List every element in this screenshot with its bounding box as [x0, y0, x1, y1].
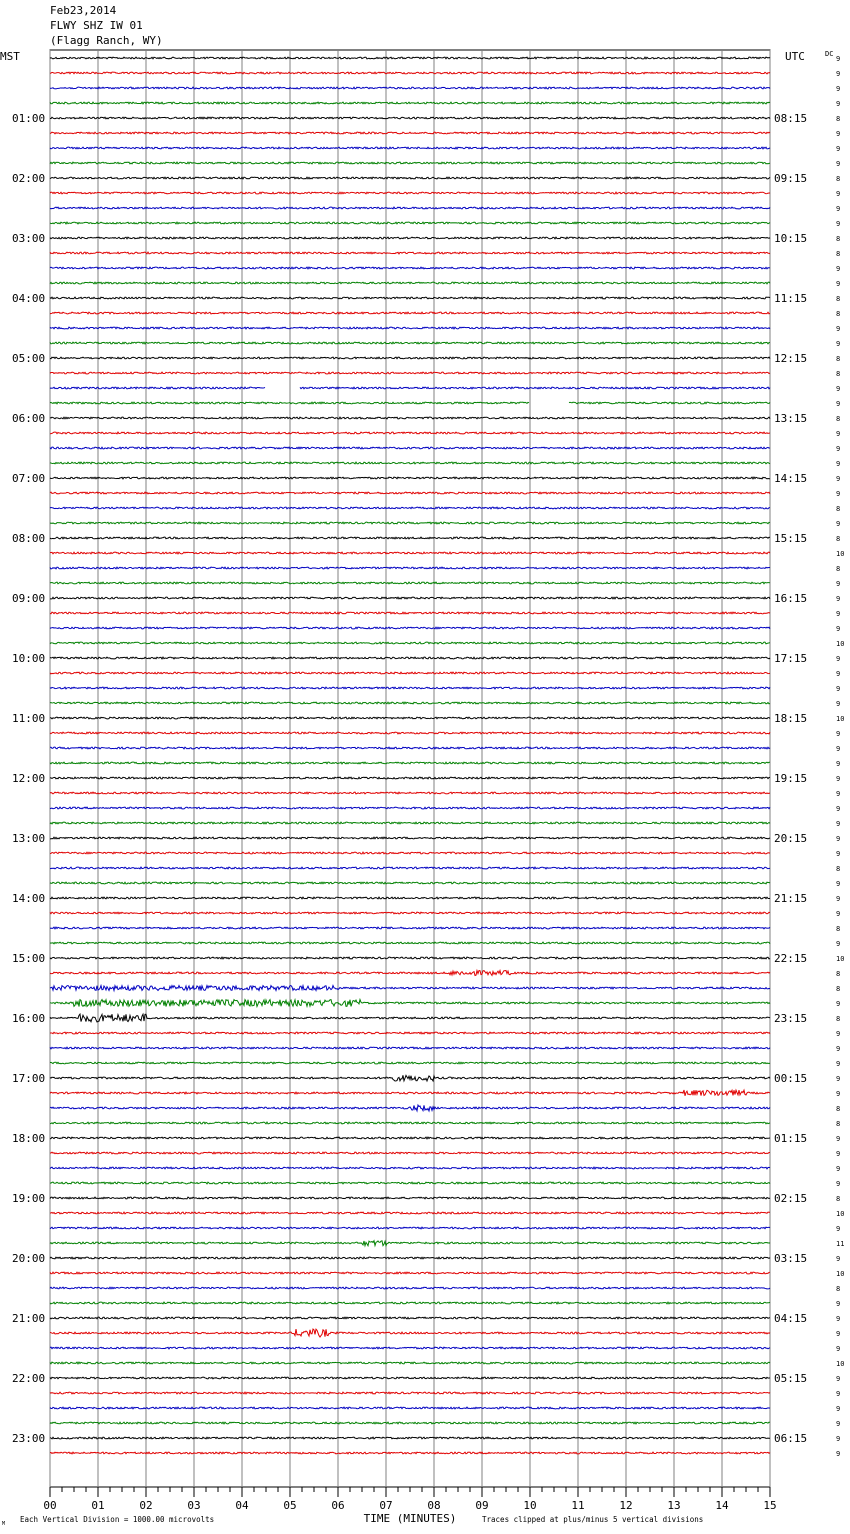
dc-value: 10 [836, 955, 845, 963]
seismic-trace [50, 807, 770, 809]
seismic-trace [50, 1182, 770, 1184]
x-tick-label: 05 [283, 1499, 297, 1512]
seismic-trace [50, 657, 770, 659]
seismic-trace [50, 1317, 770, 1319]
hour-label-left: 13:00 [12, 832, 46, 845]
seismic-trace [50, 117, 770, 119]
dc-value: 10 [836, 1270, 845, 1278]
seismic-trace [50, 1302, 770, 1304]
dc-value: 9 [836, 580, 841, 588]
x-tick-label: 10 [523, 1499, 537, 1512]
dc-value: 9 [836, 745, 841, 753]
dc-value: 9 [836, 1315, 841, 1323]
dc-value: 9 [836, 385, 841, 393]
hour-label-right: 00:15 [774, 1072, 808, 1085]
seismic-trace [50, 477, 770, 479]
dc-value: 8 [836, 970, 841, 978]
dc-value: 8 [836, 505, 841, 513]
hour-label-right: 05:15 [774, 1372, 808, 1385]
dc-value: 9 [836, 940, 841, 948]
dc-value: 9 [836, 1390, 841, 1398]
seismic-trace [50, 777, 770, 779]
dc-value: 9 [836, 130, 841, 138]
seismic-trace [50, 1347, 770, 1349]
hour-label-right: 16:15 [774, 592, 808, 605]
dc-value: 9 [836, 895, 841, 903]
seismic-trace [50, 207, 770, 209]
dc-value: 9 [836, 1150, 841, 1158]
seismic-trace [50, 1452, 770, 1454]
seismic-trace [50, 702, 770, 704]
seismic-trace [50, 1392, 770, 1394]
x-tick-label: 15 [763, 1499, 777, 1512]
dc-value: 8 [836, 175, 841, 183]
seismic-trace [50, 747, 770, 749]
seismic-trace [50, 432, 770, 434]
dc-value: 8 [836, 1285, 841, 1293]
seismic-trace [50, 522, 770, 524]
seismic-trace [50, 1287, 770, 1289]
seismic-trace [50, 162, 770, 164]
x-tick-label: 14 [715, 1499, 729, 1512]
seismic-trace [50, 1227, 770, 1229]
hour-label-left: 08:00 [12, 532, 46, 545]
seismic-trace [50, 1000, 770, 1007]
dc-value: 9 [836, 1030, 841, 1038]
seismic-trace [50, 252, 770, 254]
hour-label-left: 01:00 [12, 112, 46, 125]
seismic-trace [50, 717, 770, 719]
hour-label-right: 06:15 [774, 1432, 808, 1445]
dc-value: 9 [836, 805, 841, 813]
dc-value: 9 [836, 1300, 841, 1308]
seismic-trace [50, 192, 770, 194]
dc-value: 9 [836, 520, 841, 528]
dc-value: 8 [836, 865, 841, 873]
seismic-trace [50, 387, 770, 389]
station-id: FLWY SHZ IW 01 [50, 19, 143, 32]
dc-value: 9 [836, 880, 841, 888]
hour-label-right: 19:15 [774, 772, 808, 785]
seismic-trace [50, 87, 770, 89]
hour-label-left: 05:00 [12, 352, 46, 365]
dc-value: 11 [836, 1240, 845, 1248]
hour-label-left: 07:00 [12, 472, 46, 485]
dc-value: 8 [836, 985, 841, 993]
hour-label-right: 01:15 [774, 1132, 808, 1145]
dc-value: 9 [836, 85, 841, 93]
dc-value: 9 [836, 400, 841, 408]
hour-label-left: 14:00 [12, 892, 46, 905]
x-axis-title: TIME (MINUTES) [363, 1512, 457, 1525]
seismic-trace [50, 1407, 770, 1409]
dc-value: 8 [836, 1015, 841, 1023]
hour-label-left: 06:00 [12, 412, 46, 425]
dc-value: 8 [836, 235, 841, 243]
dc-value: 9 [836, 730, 841, 738]
seismic-trace [50, 1122, 770, 1124]
dc-value: 9 [836, 1375, 841, 1383]
hour-label-left: 17:00 [12, 1072, 46, 1085]
dc-value: 8 [836, 370, 841, 378]
seismic-trace [50, 837, 770, 839]
seismic-trace [50, 462, 770, 464]
seismic-trace [50, 1105, 770, 1111]
x-tick-label: 09 [475, 1499, 489, 1512]
seismic-trace [50, 582, 770, 584]
dc-value: 8 [836, 1120, 841, 1128]
hour-label-right: 02:15 [774, 1192, 808, 1205]
seismic-trace [50, 672, 770, 674]
dc-value: 9 [836, 1345, 841, 1353]
hour-label-right: 14:15 [774, 472, 808, 485]
seismic-trace [50, 1090, 770, 1096]
dc-value: 9 [836, 610, 841, 618]
dc-value: 8 [836, 415, 841, 423]
dc-value: 9 [836, 160, 841, 168]
dc-value: 9 [836, 475, 841, 483]
dc-value: 9 [836, 1075, 841, 1083]
dc-value: 9 [836, 1045, 841, 1053]
seismic-trace [50, 927, 770, 929]
seismic-trace [50, 1272, 770, 1274]
dc-value: 9 [836, 1330, 841, 1338]
seismic-trace [50, 402, 770, 404]
dc-value: 9 [836, 1450, 841, 1458]
dc-value: 9 [836, 1435, 841, 1443]
dc-value: 9 [836, 820, 841, 828]
x-tick-label: 00 [43, 1499, 57, 1512]
dc-value: 10 [836, 550, 845, 558]
seismic-trace [50, 72, 770, 74]
hour-label-left: 02:00 [12, 172, 46, 185]
hour-label-right: 09:15 [774, 172, 808, 185]
seismic-trace [50, 792, 770, 794]
seismic-trace [50, 687, 770, 689]
scale-note: Each Vertical Division = 1000.00 microvolts [20, 1515, 215, 1524]
seismic-trace [50, 492, 770, 494]
clip-note: Traces clipped at plus/minus 5 vertical divisions [482, 1515, 704, 1524]
seismic-trace [50, 1167, 770, 1169]
dc-value: 9 [836, 1405, 841, 1413]
seismic-trace [50, 1137, 770, 1139]
seismic-trace [50, 177, 770, 179]
dc-value: 9 [836, 430, 841, 438]
hour-label-right: 08:15 [774, 112, 808, 125]
dc-value: 9 [836, 70, 841, 78]
dc-value: 10 [836, 1360, 845, 1368]
seismic-trace [50, 762, 770, 764]
hour-label-left: 15:00 [12, 952, 46, 965]
dc-value: 8 [836, 115, 841, 123]
seismic-trace [50, 417, 770, 419]
hour-label-left: 03:00 [12, 232, 46, 245]
dc-value: 9 [836, 1135, 841, 1143]
plot-frame [50, 50, 770, 1487]
dc-value: 10 [836, 715, 845, 723]
dc-value: 8 [836, 250, 841, 258]
hour-label-right: 22:15 [774, 952, 808, 965]
dc-value: 9 [836, 190, 841, 198]
seismic-trace [50, 971, 770, 976]
hour-label-right: 11:15 [774, 292, 808, 305]
seismic-trace [50, 957, 770, 959]
dc-value: 9 [836, 220, 841, 228]
seismic-trace [50, 507, 770, 509]
dc-value: 9 [836, 835, 841, 843]
dc-value: 8 [836, 355, 841, 363]
seismic-trace [50, 537, 770, 539]
seismic-trace [50, 357, 770, 359]
seismic-trace [50, 1197, 770, 1199]
seismic-trace [50, 267, 770, 269]
seismic-trace [50, 552, 770, 554]
dc-value: 9 [836, 1255, 841, 1263]
hour-label-right: 15:15 [774, 532, 808, 545]
hour-label-right: 23:15 [774, 1012, 808, 1025]
dc-value: 9 [836, 280, 841, 288]
dc-value: 8 [836, 310, 841, 318]
dc-value: 9 [836, 910, 841, 918]
seismic-trace [50, 1047, 770, 1049]
seismic-trace [50, 627, 770, 629]
seismic-trace [50, 912, 770, 914]
seismic-trace [50, 1241, 770, 1246]
seismic-trace [50, 986, 770, 991]
dc-value: 9 [836, 145, 841, 153]
dc-value: 9 [836, 760, 841, 768]
dc-value: 9 [836, 205, 841, 213]
seismic-trace [50, 327, 770, 329]
dc-value: 9 [836, 1180, 841, 1188]
seismic-trace [50, 1329, 770, 1337]
seismic-trace [50, 1362, 770, 1364]
hour-label-right: 17:15 [774, 652, 808, 665]
hour-label-left: 11:00 [12, 712, 46, 725]
x-tick-label: 06 [331, 1499, 345, 1512]
dc-value: 9 [836, 340, 841, 348]
hour-label-right: 03:15 [774, 1252, 808, 1265]
dc-value: 9 [836, 700, 841, 708]
seismic-trace [50, 942, 770, 944]
dc-value: 8 [836, 535, 841, 543]
x-tick-label: 12 [619, 1499, 633, 1512]
left-timezone-label: MST [0, 50, 20, 63]
dc-value: 9 [836, 1060, 841, 1068]
seismic-trace [50, 852, 770, 854]
seismic-trace [50, 1032, 770, 1034]
dc-value: 8 [836, 1105, 841, 1113]
seismic-trace [50, 612, 770, 614]
x-tick-label: 08 [427, 1499, 441, 1512]
hour-label-right: 18:15 [774, 712, 808, 725]
dc-value: 9 [836, 265, 841, 273]
x-tick-label: 01 [91, 1499, 105, 1512]
dc-value: 10 [836, 640, 845, 648]
dc-value: 9 [836, 460, 841, 468]
dc-value: 9 [836, 1225, 841, 1233]
dc-value: 9 [836, 850, 841, 858]
dc-value: 9 [836, 775, 841, 783]
seismic-trace [50, 312, 770, 314]
dc-value: 9 [836, 1000, 841, 1008]
seismic-trace [50, 222, 770, 224]
hour-label-left: 20:00 [12, 1252, 46, 1265]
seismic-trace [50, 867, 770, 869]
dc-value: 9 [836, 655, 841, 663]
seismic-trace [50, 342, 770, 344]
dc-value: 9 [836, 1165, 841, 1173]
seismic-trace [50, 642, 770, 644]
x-tick-label: 02 [139, 1499, 153, 1512]
x-tick-label: 07 [379, 1499, 393, 1512]
dc-value: 9 [836, 595, 841, 603]
hour-label-right: 12:15 [774, 352, 808, 365]
hour-label-right: 10:15 [774, 232, 808, 245]
dc-value: 10 [836, 1210, 845, 1218]
dc-value: 9 [836, 445, 841, 453]
seismic-trace [50, 1422, 770, 1424]
hour-label-left: 23:00 [12, 1432, 46, 1445]
corner-mark: M [2, 1521, 6, 1527]
seismic-trace [50, 1377, 770, 1379]
seismic-trace [50, 1437, 770, 1439]
plot-date: Feb23,2014 [50, 4, 117, 17]
seismic-trace [50, 1257, 770, 1259]
x-tick-label: 03 [187, 1499, 201, 1512]
hour-label-left: 18:00 [12, 1132, 46, 1145]
dc-value: 9 [836, 790, 841, 798]
hour-label-right: 13:15 [774, 412, 808, 425]
hour-label-left: 22:00 [12, 1372, 46, 1385]
seismic-trace [50, 1014, 770, 1022]
dc-value: 8 [836, 925, 841, 933]
dc-value: 9 [836, 670, 841, 678]
seismic-trace [50, 1075, 770, 1081]
seismic-trace [50, 237, 770, 239]
hour-label-left: 16:00 [12, 1012, 46, 1025]
seismic-trace [50, 447, 770, 449]
hour-label-left: 10:00 [12, 652, 46, 665]
right-timezone-label: UTC [785, 50, 805, 63]
seismic-trace [50, 597, 770, 599]
dc-value: 9 [836, 625, 841, 633]
hour-label-left: 21:00 [12, 1312, 46, 1325]
dc-value: 9 [836, 55, 841, 63]
seismic-trace [50, 732, 770, 734]
hour-label-right: 21:15 [774, 892, 808, 905]
dc-value: 8 [836, 565, 841, 573]
seismic-trace [50, 147, 770, 149]
seismic-trace [50, 282, 770, 284]
hour-label-left: 19:00 [12, 1192, 46, 1205]
seismic-trace [50, 102, 770, 104]
seismic-trace [50, 897, 770, 899]
x-tick-label: 11 [571, 1499, 585, 1512]
dc-value: 9 [836, 325, 841, 333]
hour-label-left: 09:00 [12, 592, 46, 605]
dc-value: 9 [836, 1420, 841, 1428]
dc-value: 9 [836, 490, 841, 498]
x-tick-label: 04 [235, 1499, 249, 1512]
seismic-trace [50, 372, 770, 374]
dc-value: 9 [836, 1090, 841, 1098]
seismic-trace [50, 297, 770, 299]
seismic-trace [50, 822, 770, 824]
hour-label-left: 12:00 [12, 772, 46, 785]
seismic-trace [50, 567, 770, 569]
seismic-trace [50, 57, 770, 59]
hour-label-left: 04:00 [12, 292, 46, 305]
dc-value: 8 [836, 295, 841, 303]
seismic-trace [50, 132, 770, 134]
hour-label-right: 20:15 [774, 832, 808, 845]
hour-label-right: 04:15 [774, 1312, 808, 1325]
station-location: (Flagg Ranch, WY) [50, 34, 163, 47]
dc-value: 8 [836, 1195, 841, 1203]
seismic-trace [50, 1212, 770, 1214]
seismic-trace [50, 1062, 770, 1064]
dc-value: 9 [836, 100, 841, 108]
dc-value: 9 [836, 685, 841, 693]
x-tick-label: 13 [667, 1499, 681, 1512]
seismic-trace [50, 1152, 770, 1154]
dc-label: DC [825, 50, 834, 58]
seismic-trace [50, 882, 770, 884]
